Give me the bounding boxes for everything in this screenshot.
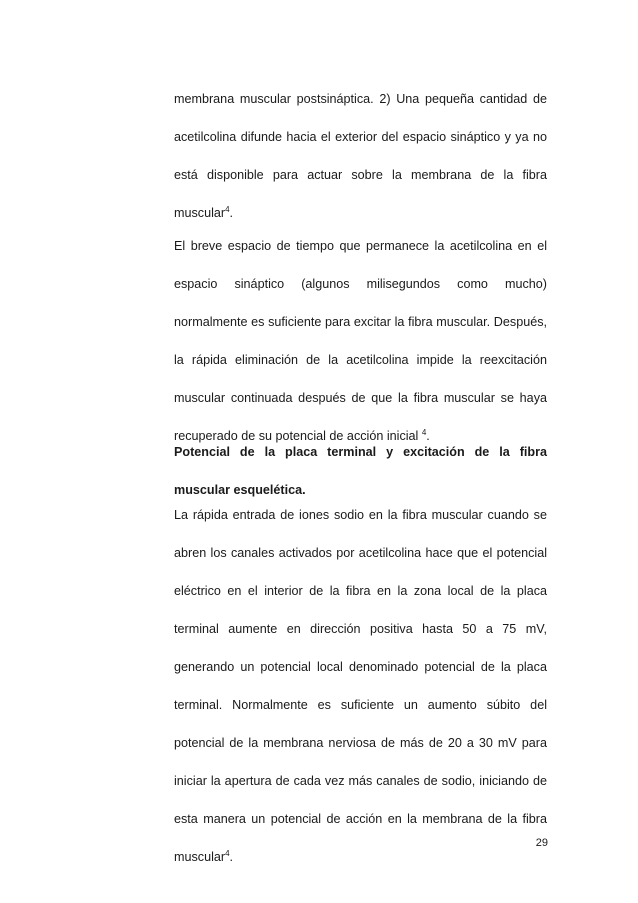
section-heading-line-2: muscular esquelética. xyxy=(174,483,306,497)
paragraph-3-last-tail: . xyxy=(229,850,234,864)
paragraph-3 xyxy=(174,508,547,865)
paragraph-1 xyxy=(174,92,547,221)
paragraph-2-line-6 xyxy=(174,429,547,444)
paragraph-1-line-1: membrana muscular postsináptica. 2) Una pequeña cantidad de xyxy=(174,92,547,106)
paragraph-2-line-2: espacio sináptico (algunos milisegundos como mucho) xyxy=(174,277,547,291)
section-heading-line-1: Potencial de la placa terminal y excitación de la fibra xyxy=(174,445,547,459)
paragraph-2-last-text: recuperado de su potencial de acción inicial xyxy=(174,429,422,443)
paragraph-2-line-3: normalmente es suficiente para excitar la fibra muscular. Después, xyxy=(174,315,547,329)
paragraph-1-last-text: muscular xyxy=(174,206,226,220)
paragraph-3-last-text: muscular xyxy=(174,850,226,864)
paragraph-3-line-5: generando un potencial local denominado potencial de la placa xyxy=(174,660,547,674)
paragraph-1-line-2: acetilcolina difunde hacia el exterior del espacio sináptico y ya no xyxy=(174,130,547,144)
paragraph-2-line-4: la rápida eliminación de la acetilcolina impide la reexcitación xyxy=(174,353,547,367)
citation-superscript: 4 xyxy=(225,204,230,214)
paragraph-3-line-1: La rápida entrada de iones sodio en la fibra muscular cuando se xyxy=(174,508,547,522)
paragraph-1-last-tail: . xyxy=(229,206,234,220)
paragraph-1-line-3: está disponible para actuar sobre la membrana de la fibra xyxy=(174,168,547,182)
paragraph-2-line-5: muscular continuada después de que la fibra muscular se haya xyxy=(174,391,547,405)
paragraph-3-line-6: terminal. Normalmente es suficiente un aumento súbito del xyxy=(174,698,547,712)
paragraph-2 xyxy=(174,239,547,444)
paragraph-3-line-10 xyxy=(174,850,547,865)
paragraph-2-last-tail: . xyxy=(426,429,430,443)
citation-superscript: 4 xyxy=(225,848,230,858)
paragraph-3-line-2: abren los canales activados por acetilcolina hace que el potencial xyxy=(174,546,547,560)
paragraph-3-line-7: potencial de la membrana nerviosa de más de 20 a 30 mV para xyxy=(174,736,547,750)
paragraph-2-line-1: El breve espacio de tiempo que permanece la acetilcolina en el xyxy=(174,239,547,253)
paragraph-3-line-3: eléctrico en el interior de la fibra en la zona local de la placa xyxy=(174,584,547,598)
paragraph-1-line-4 xyxy=(174,206,547,221)
paragraph-3-line-8: iniciar la apertura de cada vez más canales de sodio, iniciando de xyxy=(174,774,547,788)
citation-superscript: 4 xyxy=(421,427,427,437)
paragraph-3-line-9: esta manera un potencial de acción en la membrana de la fibra xyxy=(174,812,547,826)
page-number: 29 xyxy=(535,837,548,849)
paragraph-3-line-4: terminal aumente en dirección positiva hasta 50 a 75 mV, xyxy=(174,622,547,636)
section-heading xyxy=(174,445,547,498)
